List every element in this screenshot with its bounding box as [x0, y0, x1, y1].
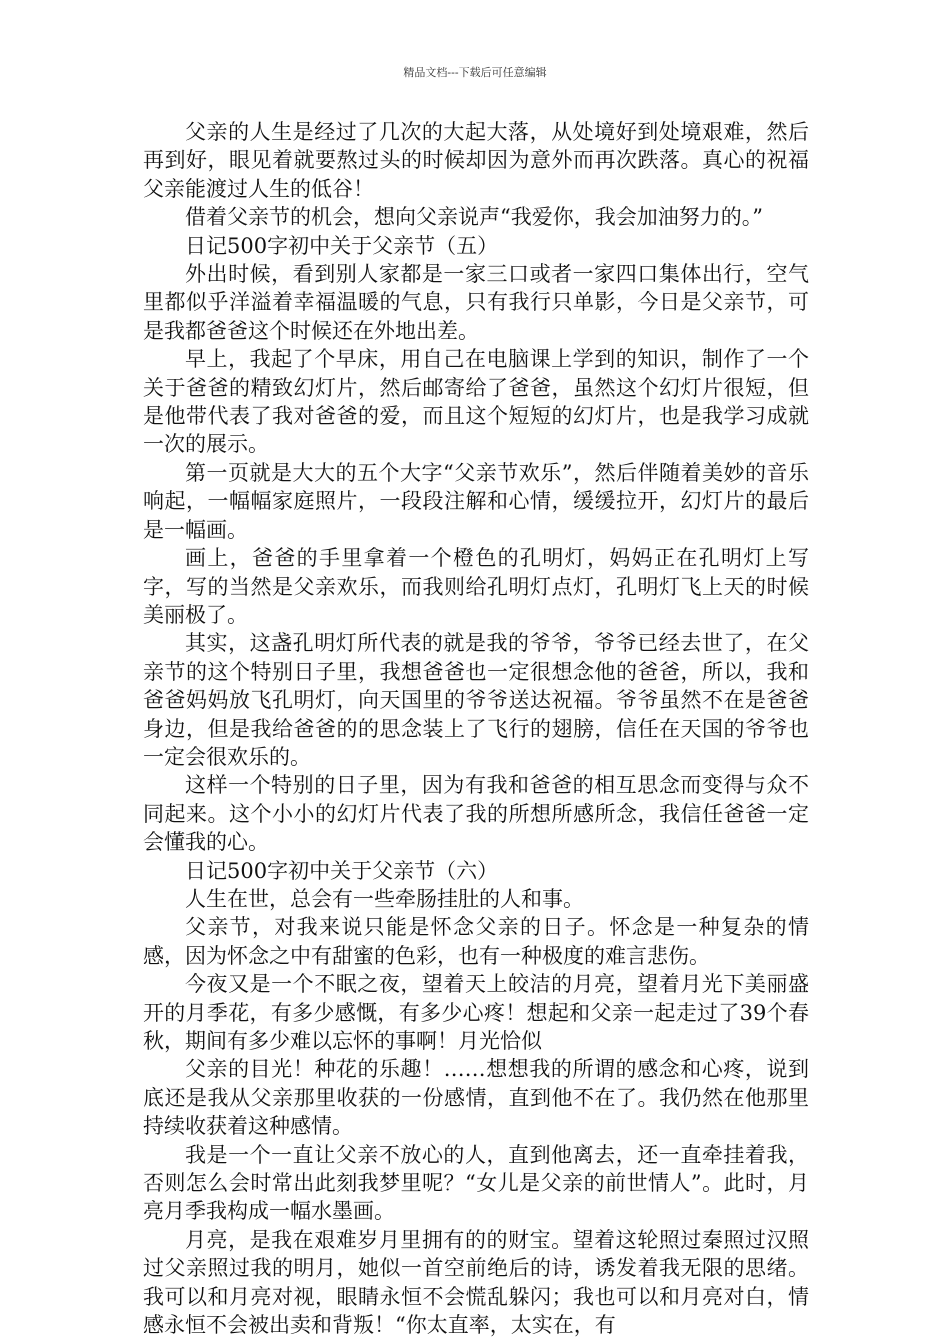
section-heading: 日记500字初中关于父亲节（五） [185, 233, 499, 258]
paragraph: 其实，这盏孔明灯所代表的就是我的爷爷，爷爷已经去世了，在父亲节的这个特别日子里，我想爸爸也一定很想念他的爸爸，所以，我和爸爸妈妈放飞孔明灯，向天国里的爷爷送达祝福。爷爷虽然不在是爸爸身边，但是我给爸爸的的思念装上了飞行的翅膀，信任在天国的爷爷也一定会很欢乐的。 [143, 631, 809, 769]
page-header: 精品文档---下载后可任意编辑 [403, 66, 547, 79]
paragraph: 第一页就是大大的五个大字“父亲节欢乐”，然后伴随着美妙的音乐响起，一幅幅家庭照片，一段段注解和心情，缓缓拉开，幻灯片的最后是一幅画。 [143, 460, 809, 542]
paragraph: 画上，爸爸的手里拿着一个橙色的孔明灯，妈妈正在孔明灯上写字，写的当然是父亲欢乐，而我则给孔明灯点灯，孔明灯飞上天的时候美丽极了。 [143, 546, 809, 627]
paragraph: 外出时候，看到别人家都是一家三口或者一家四口集体出行，空气里都似乎洋溢着幸福温暖的气息，只有我行只单影，今日是父亲节，可是我都爸爸这个时候还在外地出差。 [143, 262, 809, 343]
document-body [143, 118, 809, 1339]
paragraph: 父亲的目光！种花的乐趣！……想想我的所谓的感念和心疼，说到底还是我从父亲那里收获的一份感情，直到他不在了。我仍然在他那里持续收获着这种感情。 [143, 1057, 809, 1139]
paragraph: 我是一个一直让父亲不放心的人，直到他离去，还一直牵挂着我，否则怎么会时常出此刻我梦里呢？“女儿是父亲的前世情人”。此时，月亮月季我构成一幅水墨画。 [143, 1142, 809, 1224]
paragraph: 这样一个特别的日子里，因为有我和爸爸的相互思念而变得与众不同起来。这个小小的幻灯片代表了我的所想所感所念，我信任爸爸一定会懂我的心。 [143, 773, 809, 855]
section-heading: 日记500字初中关于父亲节（六） [185, 858, 499, 883]
paragraph: 月亮，是我在艰难岁月里拥有的的财宝。望着这轮照过秦照过汉照过父亲照过我的明月，她似一首空前绝后的诗，诱发着我无限的思绪。我可以和月亮对视，眼睛永恒不会慌乱躲闪；我也可以和月亮对白，情感永恒不会被出卖和背叛！“你太直率，太实在，有 [143, 1227, 809, 1338]
paragraph: 早上，我起了个早床，用自己在电脑课上学到的知识，制作了一个关于爸爸的精致幻灯片，然后邮寄给了爸爸，虽然这个幻灯片很短，但是他带代表了我对爸爸的爱，而且这个短短的幻灯片，也是我学习成就一次的展示。 [143, 347, 809, 457]
paragraph: 人生在世，总会有一些牵肠挂肚的人和事。 [185, 886, 584, 911]
paragraph: 父亲的人生是经过了几次的大起大落，从处境好到处境艰难，然后再到好，眼见着就要熬过头的时候却因为意外而再次跌落。真心的祝福父亲能渡过人生的低谷！ [143, 120, 809, 201]
paragraph: 今夜又是一个不眠之夜，望着天上皎洁的月亮，望着月光下美丽盛开的月季花，有多少感慨，有多少心疼！想起和父亲一起走过了39个春秋，期间有多少难以忘怀的事啊！月光恰似 [143, 972, 809, 1053]
paragraph: 父亲节，对我来说只能是怀念父亲的日子。怀念是一种复杂的情感，因为怀念之中有甜蜜的色彩，也有一种极度的难言悲伤。 [143, 915, 809, 968]
paragraph: 借着父亲节的机会，想向父亲说声“我爱你，我会加油努力的。” [185, 205, 763, 230]
